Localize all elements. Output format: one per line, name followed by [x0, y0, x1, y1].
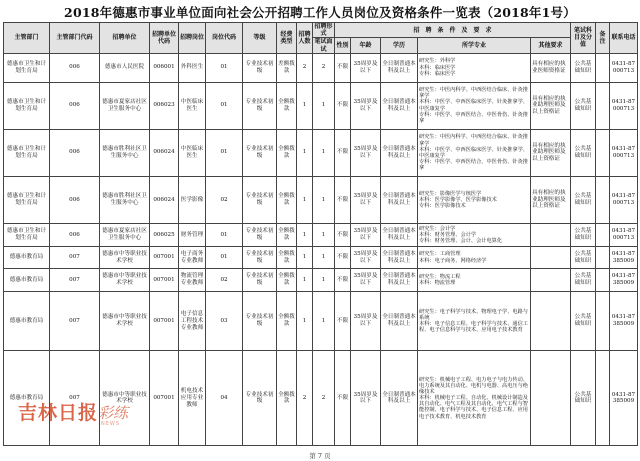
gender-cell: 不限: [335, 351, 351, 446]
post-cell: 中医临床医生: [179, 129, 206, 176]
dept-code-cell: 007: [50, 351, 100, 446]
other-cell: 具有相应的执业助理医师及以上资格证: [531, 176, 571, 223]
education-cell: 全日制普通本科及以上: [381, 246, 418, 269]
education-cell: 全日制普通本科及以上: [381, 291, 418, 351]
age-cell: 35周岁及以下: [351, 269, 381, 292]
remark-cell: [596, 224, 610, 247]
unit-cell: 德惠市人民医院: [100, 53, 150, 82]
unit-cell: 德惠市中等职业技术学校: [100, 246, 150, 269]
post-cell: 电子商务专业教师: [179, 246, 206, 269]
dept-cell: 德惠市教育局: [4, 269, 50, 292]
table-row: [4, 176, 638, 223]
age-cell: 35周岁及以下: [351, 176, 381, 223]
header-funding: 经费类型: [277, 23, 297, 54]
table-row: [4, 82, 638, 129]
age-cell: 35周岁及以下: [351, 82, 381, 129]
funding-cell: 全额拨款: [277, 224, 297, 247]
age-cell: 35周岁及以下: [351, 351, 381, 446]
other-cell: 具有相应的执业助理医师及以上资格证: [531, 129, 571, 176]
header-gender: 性别: [335, 38, 351, 53]
exam-cell: 公共基础知识: [571, 176, 596, 223]
table-row: [4, 53, 638, 82]
count-cell: 1: [297, 269, 313, 292]
dept-code-cell: 006: [50, 224, 100, 247]
education-cell: 全日制普通本科及以上: [381, 351, 418, 446]
post-cell: 物流管理专业教师: [179, 269, 206, 292]
form-cell: 1: [313, 246, 335, 269]
unit-code-cell: 006024: [150, 176, 179, 223]
post-code-cell: 03: [206, 291, 243, 351]
page-number: 第 7 页: [309, 452, 331, 460]
header-other: 其他要求: [531, 38, 571, 53]
phone-cell: 0431-87385009: [610, 291, 638, 351]
unit-code-cell: 006001: [150, 53, 179, 82]
unit-cell: 德惠市中等职业技术学校: [100, 351, 150, 446]
post-cell: 外科医生: [179, 53, 206, 82]
education-cell: 全日制普通本科及以上: [381, 129, 418, 176]
remark-cell: [596, 53, 610, 82]
unit-code-cell: 007001: [150, 291, 179, 351]
count-cell: 1: [297, 224, 313, 247]
recruitment-table: [3, 22, 638, 446]
unit-cell: 德惠市夏家店社区卫生服务中心: [100, 224, 150, 247]
dept-cell: 德惠市教育局: [4, 246, 50, 269]
count-cell: 2: [297, 351, 313, 446]
post-cell: 医学影像: [179, 176, 206, 223]
header-dept: 主管部门: [4, 23, 50, 54]
age-cell: 35周岁及以下: [351, 129, 381, 176]
unit-code-cell: 006023: [150, 82, 179, 129]
exam-cell: 公共基础知识: [571, 82, 596, 129]
remark-cell: [596, 82, 610, 129]
header-post: 招聘岗位: [179, 23, 206, 54]
education-cell: 全日制普通本科及以上: [381, 176, 418, 223]
header-form: 招聘形式: [314, 23, 333, 38]
major-cell: 研究生：电子科学与技术、物理电子学、电路与系统 本科：电子信息工程、电子科学与技术、通信工程、电子信息科学与技术、应用电子技术教育: [418, 291, 531, 351]
other-cell: 具有相应的执业医师资格证: [531, 53, 571, 82]
post-code-cell: 01: [206, 224, 243, 247]
header-conditions: 招 聘 条 件 及 要 求: [335, 23, 571, 38]
dept-code-cell: 007: [50, 246, 100, 269]
funding-cell: 全额拨款: [277, 82, 297, 129]
post-code-cell: 04: [206, 351, 243, 446]
other-cell: [531, 224, 571, 247]
table-body: [4, 53, 638, 445]
dept-cell: 德惠市卫生和计划生育局: [4, 176, 50, 223]
remark-cell: [596, 176, 610, 223]
count-cell: 1: [297, 176, 313, 223]
unit-code-cell: 007001: [150, 269, 179, 292]
header-major: 所学专业: [418, 38, 531, 53]
remark-cell: [596, 269, 610, 292]
count-cell: 1: [297, 82, 313, 129]
logo-subtitle: 彩练: [98, 404, 129, 422]
phone-cell: 0431-87000713: [610, 53, 638, 82]
form-cell: 1: [313, 291, 335, 351]
level-cell: 专业技术初级: [243, 269, 277, 292]
phone-cell: 0431-87000713: [610, 176, 638, 223]
major-cell: 研究生：中医内科学、中西医结合临床、针灸推拿学 本科：中医学、中西医临床医学、针灸推拿学、中医康复学 专科：中医学、中西医结合、中医骨伤、针灸推拿: [418, 82, 531, 129]
dept-cell: 德惠市卫生和计划生育局: [4, 224, 50, 247]
post-cell: 电子信息工程技术专业教师: [179, 291, 206, 351]
dept-code-cell: 006: [50, 82, 100, 129]
form-cell: 1: [313, 82, 335, 129]
dept-code-cell: 006: [50, 53, 100, 82]
dept-code-cell: 007: [50, 269, 100, 292]
unit-cell: 德惠市中等职业技术学校: [100, 269, 150, 292]
header-form-written: 笔试面试: [314, 38, 333, 53]
funding-cell: 全额拨款: [277, 129, 297, 176]
level-cell: 专业技术初级: [243, 246, 277, 269]
post-code-cell: 01: [206, 246, 243, 269]
age-cell: 35周岁及以下: [351, 246, 381, 269]
exam-cell: 公共基础知识: [571, 129, 596, 176]
post-code-cell: 02: [206, 269, 243, 292]
form-cell: 2: [313, 351, 335, 446]
phone-cell: 0431-87000713: [610, 82, 638, 129]
age-cell: 35周岁及以下: [351, 291, 381, 351]
dept-code-cell: 007: [50, 291, 100, 351]
dept-cell: 德惠市教育局: [4, 351, 50, 446]
phone-cell: 0431-87385009: [610, 351, 638, 446]
post-code-cell: 01: [206, 53, 243, 82]
exam-cell: 公共基础知识: [571, 224, 596, 247]
gender-cell: 不限: [335, 82, 351, 129]
exam-cell: 公共基础知识: [571, 269, 596, 292]
phone-cell: 0431-87000713: [610, 224, 638, 247]
unit-cell: 德惠市胜利社区卫生服务中心: [100, 176, 150, 223]
newspaper-logo: 吉林日报: [18, 402, 99, 424]
other-cell: [531, 351, 571, 446]
header-age: 年龄: [351, 38, 381, 53]
table-row: [4, 351, 638, 446]
gender-cell: 不限: [335, 291, 351, 351]
table-row: [4, 129, 638, 176]
unit-code-cell: 006024: [150, 129, 179, 176]
education-cell: 全日制普通本科及以上: [381, 269, 418, 292]
major-cell: 研究生：物流工程 本科：物流管理: [418, 269, 531, 292]
unit-cell: 德惠市夏家店社区卫生服务中心: [100, 82, 150, 129]
gender-cell: 不限: [335, 246, 351, 269]
gender-cell: 不限: [335, 129, 351, 176]
funding-cell: 全额拨款: [277, 246, 297, 269]
count-cell: 1: [297, 129, 313, 176]
exam-cell: 公共基础知识: [571, 291, 596, 351]
unit-code-cell: 007001: [150, 246, 179, 269]
count-cell: 1: [297, 291, 313, 351]
phone-cell: 0431-87385009: [610, 246, 638, 269]
funding-cell: 全额拨款: [277, 176, 297, 223]
header-remark: 备注: [596, 23, 610, 54]
header-dept-code: 主管部门代码: [50, 23, 100, 54]
gender-cell: 不限: [335, 53, 351, 82]
gender-cell: 不限: [335, 176, 351, 223]
exam-cell: 公共基础知识: [571, 53, 596, 82]
header-level: 等级: [243, 23, 277, 54]
post-cell: 中医临床医生: [179, 82, 206, 129]
remark-cell: [596, 246, 610, 269]
header-phone: 联系电话: [610, 23, 638, 54]
header-exam: 笔试科目及分值: [571, 23, 596, 54]
remark-cell: [596, 291, 610, 351]
form-cell: 2: [313, 53, 335, 82]
major-cell: 研究生：会计学 本科：财务管理、会计学 专科：财务管理、会计、会计电算化: [418, 224, 531, 247]
logo-news: NEWS: [101, 421, 121, 427]
header-education: 学历: [381, 38, 418, 53]
other-cell: 具有相应的执业助理医师及以上资格证: [531, 82, 571, 129]
dept-cell: 德惠市教育局: [4, 291, 50, 351]
remark-cell: [596, 351, 610, 446]
table-row: [4, 246, 638, 269]
table-row: [4, 224, 638, 247]
funding-cell: 全额拨款: [277, 291, 297, 351]
header-unit-code: 招聘单位代码: [150, 23, 179, 54]
dept-code-cell: 006: [50, 176, 100, 223]
education-cell: 全日制普通本科及以上: [381, 224, 418, 247]
table-row: [4, 291, 638, 351]
gender-cell: 不限: [335, 224, 351, 247]
form-cell: 1: [313, 224, 335, 247]
other-cell: [531, 246, 571, 269]
age-cell: 35周岁及以下: [351, 53, 381, 82]
post-code-cell: 01: [206, 129, 243, 176]
phone-cell: 0431-87000713: [610, 129, 638, 176]
funding-cell: 全额拨款: [277, 351, 297, 446]
other-cell: [531, 269, 571, 292]
major-cell: 研究生：机械电子工程、电力电子与电力传动、电力系统及其自动化、电机与电器、高电压与绝缘技术 本科：机械电子工程、自动化、机械设计制造及其自动化、电气工程及其自动化、电气工程与智能控制、电子科学与技术、电子信息工程、应用电子技术教育、机电技术教育: [418, 351, 531, 446]
education-cell: 全日制普通本科及以上: [381, 53, 418, 82]
form-cell: 1: [313, 269, 335, 292]
exam-cell: 公共基础知识: [571, 246, 596, 269]
header-post-code: 岗位代码: [206, 23, 243, 54]
post-code-cell: 02: [206, 176, 243, 223]
dept-cell: 德惠市卫生和计划生育局: [4, 53, 50, 82]
level-cell: 专业技术初级: [243, 351, 277, 446]
other-cell: [531, 291, 571, 351]
count-cell: 2: [297, 53, 313, 82]
exam-cell: 公共基础知识: [571, 351, 596, 446]
funding-cell: 全额拨款: [277, 269, 297, 292]
major-cell: 研究生：影像医学与核医学 本科：医学影像学、医学影像技术 专科：医学影像技术: [418, 176, 531, 223]
dept-cell: 德惠市卫生和计划生育局: [4, 82, 50, 129]
count-cell: 1: [297, 246, 313, 269]
level-cell: 专业技术初级: [243, 176, 277, 223]
phone-cell: 0431-87385009: [610, 269, 638, 292]
level-cell: 专业技术初级: [243, 53, 277, 82]
page-title: 2018年德惠市事业单位面向社会公开招聘工作人员岗位及资格条件一览表（2018年1号）: [64, 5, 576, 20]
funding-cell: 差额拨款: [277, 53, 297, 82]
unit-cell: 德惠市中等职业技术学校: [100, 291, 150, 351]
form-cell: 1: [313, 129, 335, 176]
post-cell: 机电技术应用专业教师: [179, 351, 206, 446]
education-cell: 全日制普通本科及以上: [381, 82, 418, 129]
unit-code-cell: 006025: [150, 224, 179, 247]
dept-code-cell: 006: [50, 129, 100, 176]
level-cell: 专业技术初级: [243, 129, 277, 176]
form-cell: 1: [313, 176, 335, 223]
unit-code-cell: 007001: [150, 351, 179, 446]
post-cell: 财务管理: [179, 224, 206, 247]
header-count: 招聘人数: [297, 23, 313, 54]
major-cell: 研究生：工商管理 本科：电子商务、网络经济学: [418, 246, 531, 269]
unit-cell: 德惠市胜利社区卫生服务中心: [100, 129, 150, 176]
level-cell: 专业技术初级: [243, 82, 277, 129]
level-cell: 专业技术初级: [243, 224, 277, 247]
dept-cell: 德惠市卫生和计划生育局: [4, 129, 50, 176]
age-cell: 35周岁及以下: [351, 224, 381, 247]
major-cell: 研究生：外科学 本科：临床医学 专科：临床医学: [418, 53, 531, 82]
table-row: [4, 269, 638, 292]
level-cell: 专业技术初级: [243, 291, 277, 351]
post-code-cell: 01: [206, 82, 243, 129]
major-cell: 研究生：中医内科学、中西医结合临床、针灸推拿学 本科：中医学、中西医临床医学、针灸推拿学、中医康复学 专科：中医学、中西医结合、中医骨伤、针灸推拿: [418, 129, 531, 176]
header-unit: 招聘单位: [100, 23, 150, 54]
gender-cell: 不限: [335, 269, 351, 292]
remark-cell: [596, 129, 610, 176]
